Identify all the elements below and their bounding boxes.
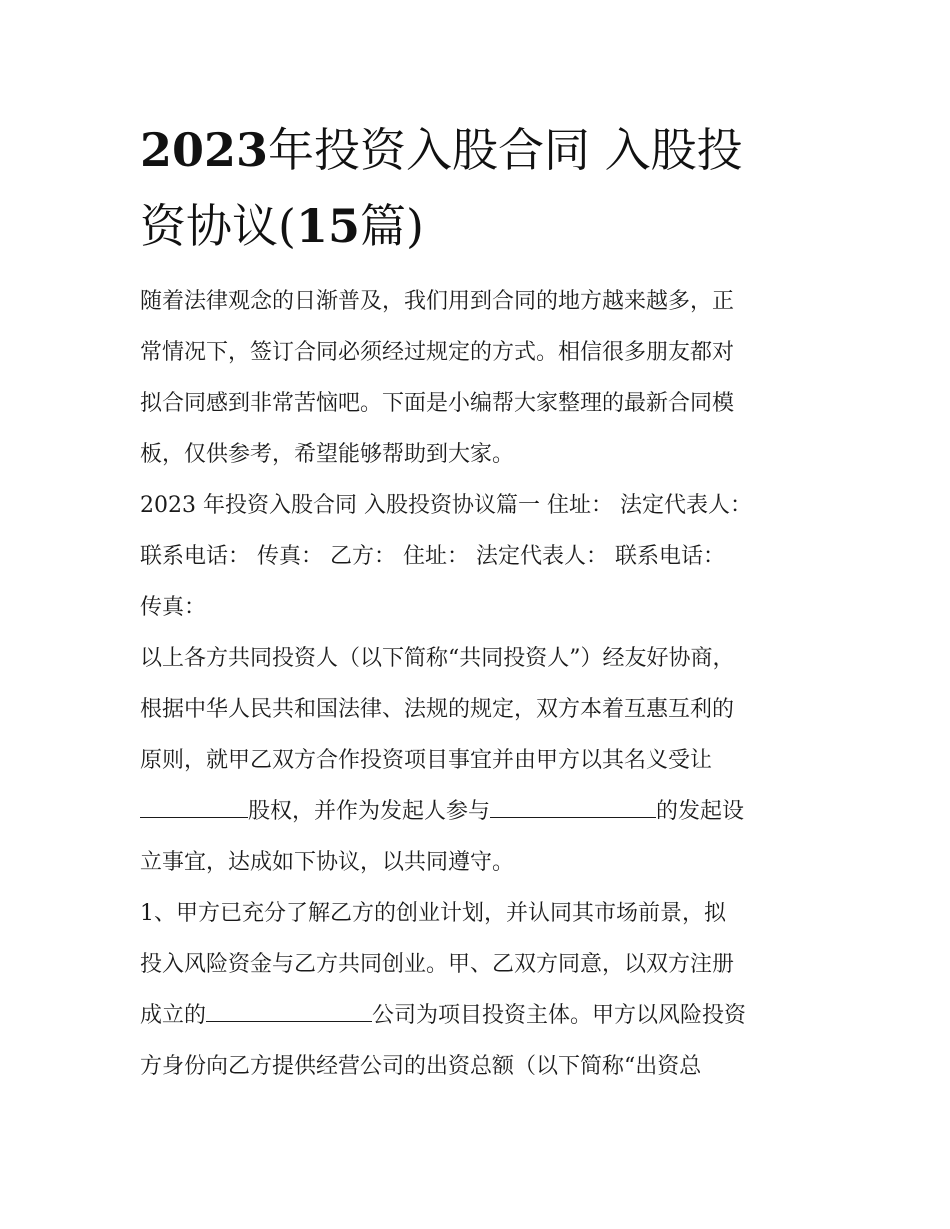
title-text-1: 年投资入股合同 入股投 (268, 123, 743, 177)
para1-line4-text-a: 股权，并作为发起人参与 (248, 799, 491, 824)
para2-line: 方身份向乙方提供经营公司的出资总额（以下简称“出资总 (140, 1054, 702, 1079)
title-text-2b: 篇) (359, 199, 424, 253)
para1-line-4 (140, 786, 820, 837)
intro-line: 拟合同感到非常苦恼吧。下面是小编帮大家整理的最新合同模 (140, 391, 735, 416)
para2-line: 投入风险资金与乙方共同创业。甲、乙双方同意，以双方注册 (140, 952, 735, 977)
title-count: 15 (295, 199, 360, 253)
para2-line-3 (140, 990, 820, 1041)
title-line-1 (140, 112, 840, 188)
para2-line: 1、甲方已充分了解乙方的创业计划，并认同其市场前景，拟 (140, 901, 726, 926)
intro-line: 随着法律观念的日渐普及，我们用到合同的地方越来越多，正 (140, 289, 735, 314)
intro-line: 常情况下，签订合同必须经过规定的方式。相信很多朋友都对 (140, 340, 735, 365)
document-title (140, 112, 840, 264)
section-heading (140, 480, 820, 633)
para1-line: 根据中华人民共和国法律、法规的规定，双方本着互惠互利的 (140, 697, 735, 722)
para1-line: 立事宜，达成如下协议，以共同遵守。 (140, 850, 515, 875)
para2-line3-text-a: 成立的 (140, 1003, 207, 1028)
title-text-2a: 资协议( (140, 199, 296, 253)
para1-line: 原则，就甲乙双方合作投资项目事宜并由甲方以其名义受让 (140, 748, 713, 773)
para1-line4-text-b: 的发起设 (656, 799, 745, 824)
heading-line: 2023 年投资入股合同 入股投资协议篇一 住址： 法定代表人： (140, 493, 752, 518)
paragraph-2 (140, 888, 820, 1092)
paragraph-1 (140, 633, 820, 888)
title-line-2 (140, 188, 840, 264)
blank-field-registered-company[interactable] (206, 993, 372, 1022)
blank-field-company[interactable] (490, 789, 656, 818)
para1-line: 以上各方共同投资人（以下简称“共同投资人”）经友好协商， (140, 646, 735, 671)
heading-line: 联系电话： 传真： 乙方： 住址： 法定代表人： 联系电话： (140, 544, 725, 569)
para2-line3-text-b: 公司为项目投资主体。甲方以风险投资 (372, 1003, 747, 1028)
title-year: 2023 (140, 123, 269, 177)
heading-line: 传真： (140, 595, 207, 620)
intro-line: 板，仅供参考，希望能够帮助到大家。 (140, 442, 515, 467)
blank-field-equity[interactable] (140, 789, 248, 818)
intro-paragraph (140, 276, 820, 480)
